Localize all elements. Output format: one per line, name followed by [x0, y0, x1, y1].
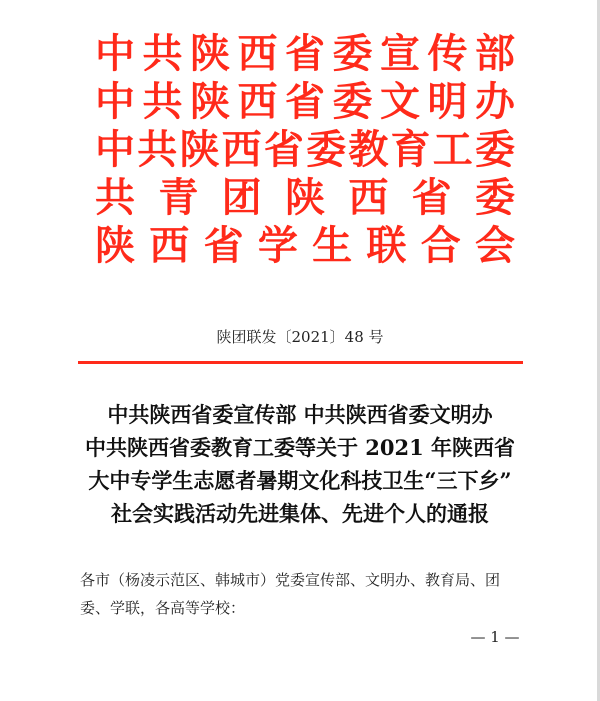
issuer-line: 中共陕西省委文明办 [95, 79, 515, 125]
document-title [70, 398, 530, 530]
red-divider-line [78, 361, 523, 364]
salutation [80, 566, 530, 622]
title-line: 中共陕西省委宣传部 中共陕西省委文明办 [107, 402, 493, 427]
title-line: 中共陕西省委教育工委等关于 2021 年陕西省 [84, 435, 516, 460]
title-line: 社会实践活动先进集体、先进个人的通报 [111, 501, 489, 526]
issuer-line: 中共陕西省委教育工委 [95, 127, 515, 173]
document-number: 陕团联发〔2021〕48 号 [216, 328, 384, 346]
issuer-line: 中共陕西省委宣传部 [95, 31, 515, 77]
salutation-line: 各市（杨凌示范区、韩城市）党委宣传部、文明办、教育局、团 [80, 571, 501, 589]
salutation-line: 委、学联，各高等学校： [80, 599, 246, 617]
title-line: 大中专学生志愿者暑期文化科技卫生“三下乡” [88, 468, 512, 493]
issuer-line: 陕西省学生联合会 [95, 223, 515, 269]
page-number: — 1 — [470, 628, 520, 646]
issuer-line: 共青团陕西省委 [95, 175, 515, 221]
issuer-masthead [95, 30, 515, 270]
